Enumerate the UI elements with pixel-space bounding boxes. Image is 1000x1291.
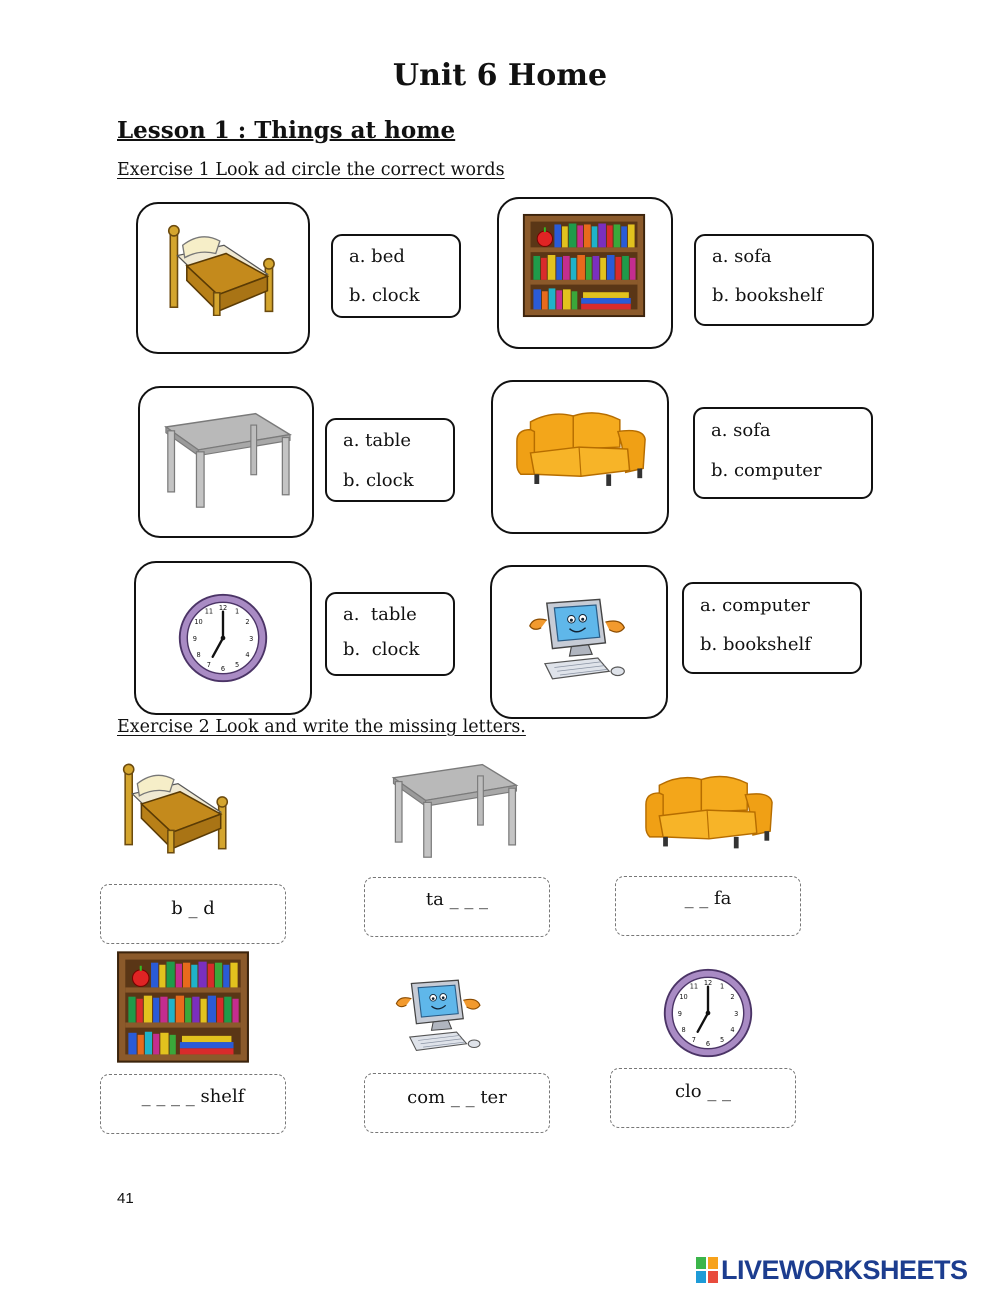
answer-field[interactable]: _ _ _ _ shelf [100,1074,286,1134]
bed-icon [162,222,286,316]
option-b[interactable]: b. clock [343,639,420,660]
table-picture-box [138,386,314,538]
sofa-picture-box [491,380,669,534]
bookshelf-picture-box [497,197,673,349]
option-box [331,234,461,318]
sofa-icon [640,770,778,856]
option-a[interactable]: a. computer [700,595,810,616]
clock-picture-box [134,561,312,715]
logo-mark-icon [696,1257,718,1283]
answer-field[interactable]: clo _ _ [610,1068,796,1128]
page-title: Unit 6 Home [392,58,608,93]
clock-icon [661,966,755,1060]
option-box [682,582,862,674]
computer-picture-box [490,565,668,719]
clock-icon [176,591,270,685]
bed-icon [117,757,239,857]
option-b[interactable]: b. clock [349,285,420,306]
table-icon [160,406,294,511]
bookshelf-icon [519,213,649,318]
option-a[interactable]: a. table [343,430,412,451]
option-a[interactable]: a. bed [349,246,405,267]
option-a[interactable]: a. sofa [711,420,771,441]
bed-picture-box [136,202,310,354]
exercise-2-heading: Exercise 2 Look and write the missing letters. [117,717,526,737]
lesson-heading: Lesson 1 : Things at home [117,117,456,144]
bookshelf-icon [116,950,250,1064]
option-a[interactable]: a. table [343,604,417,625]
option-b[interactable]: b. clock [343,470,414,491]
answer-field[interactable]: b _ d [100,884,286,944]
sofa-icon [513,406,649,494]
liveworksheets-logo [696,1254,968,1286]
answer-field[interactable]: ta _ _ _ [364,877,550,937]
option-b[interactable]: b. bookshelf [712,285,823,306]
answer-field[interactable]: _ _ fa [615,876,801,936]
option-box [694,234,874,326]
computer-icon [526,593,630,689]
option-box [693,407,873,499]
computer-icon [393,972,485,1062]
brand-name: LIVEWORKSHEETS [721,1254,968,1285]
option-a[interactable]: a. sofa [712,246,772,267]
option-b[interactable]: b. computer [711,460,822,481]
answer-field[interactable]: com _ _ ter [364,1073,550,1133]
page-number: 41 [117,1190,134,1207]
option-box [325,592,455,676]
table-icon [386,757,522,861]
option-box [325,418,455,502]
exercise-1-heading: Exercise 1 Look ad circle the correct words [117,160,505,180]
option-b[interactable]: b. bookshelf [700,634,811,655]
